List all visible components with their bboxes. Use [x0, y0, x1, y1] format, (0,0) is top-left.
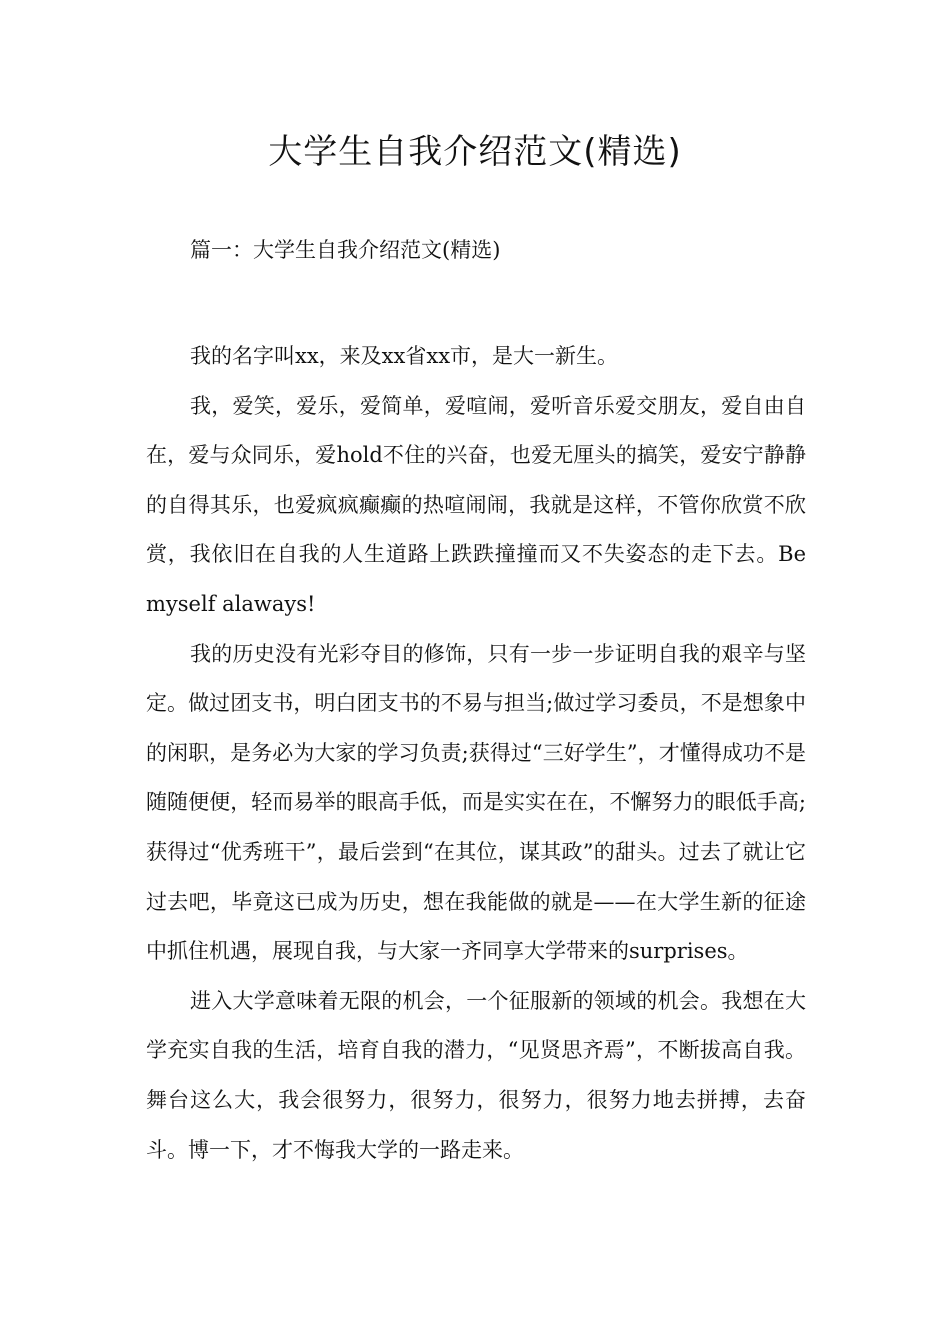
paragraph-aspirations: 进入大学意味着无限的机会，一个征服新的领域的机会。我想在大学充实自我的生活，培育自我的潜力，“见贤思齐焉”，不断拔高自我。舞台这么大，我会很努力，很努力，很努力，很努力地去拼搏，去奋斗。博一下，才不悔我大学的一路走来。 — [146, 988, 806, 1162]
section-heading: 篇一：大学生自我介绍范文(精选) — [190, 238, 501, 262]
document-title: 大学生自我介绍范文(精选) — [268, 132, 682, 172]
paragraph-personality: 我，爱笑，爱乐，爱简单，爱喧闹，爱听音乐爱交朋友，爱自由自在，爱与众同乐，爱hold不住的兴奋，也爱无厘头的搞笑，爱安宁静静的自得其乐，也爱疯疯癫癫的热喧闹闹，我就是这样，不管你欣赏不欣赏，我依旧在自我的人生道路上跌跌撞撞而又不失姿态的走下去。Be myself alaways! — [146, 393, 806, 616]
paragraph-history: 我的历史没有光彩夺目的修饰，只有一步一步证明自我的艰辛与坚定。做过团支书，明白团支书的不易与担当;做过学习委员，不是想象中的闲职，是务必为大家的学习负责;获得过“三好学生”，才懂得成功不是随随便便，轻而易举的眼高手低，而是实实在在，不懈努力的眼低手高;获得过“优秀班干”，最后尝到“在其位，谋其政”的甜头。过去了就让它过去吧，毕竟这已成为历史，想在我能做的就是——在大学生新的征途中抓住机遇，展现自我，与大家一齐同享大学带来的surprises。 — [146, 641, 806, 964]
paragraph-intro: 我的名字叫xx，来及xx省xx市，是大一新生。 — [190, 344, 619, 368]
document-body — [146, 332, 806, 1175]
